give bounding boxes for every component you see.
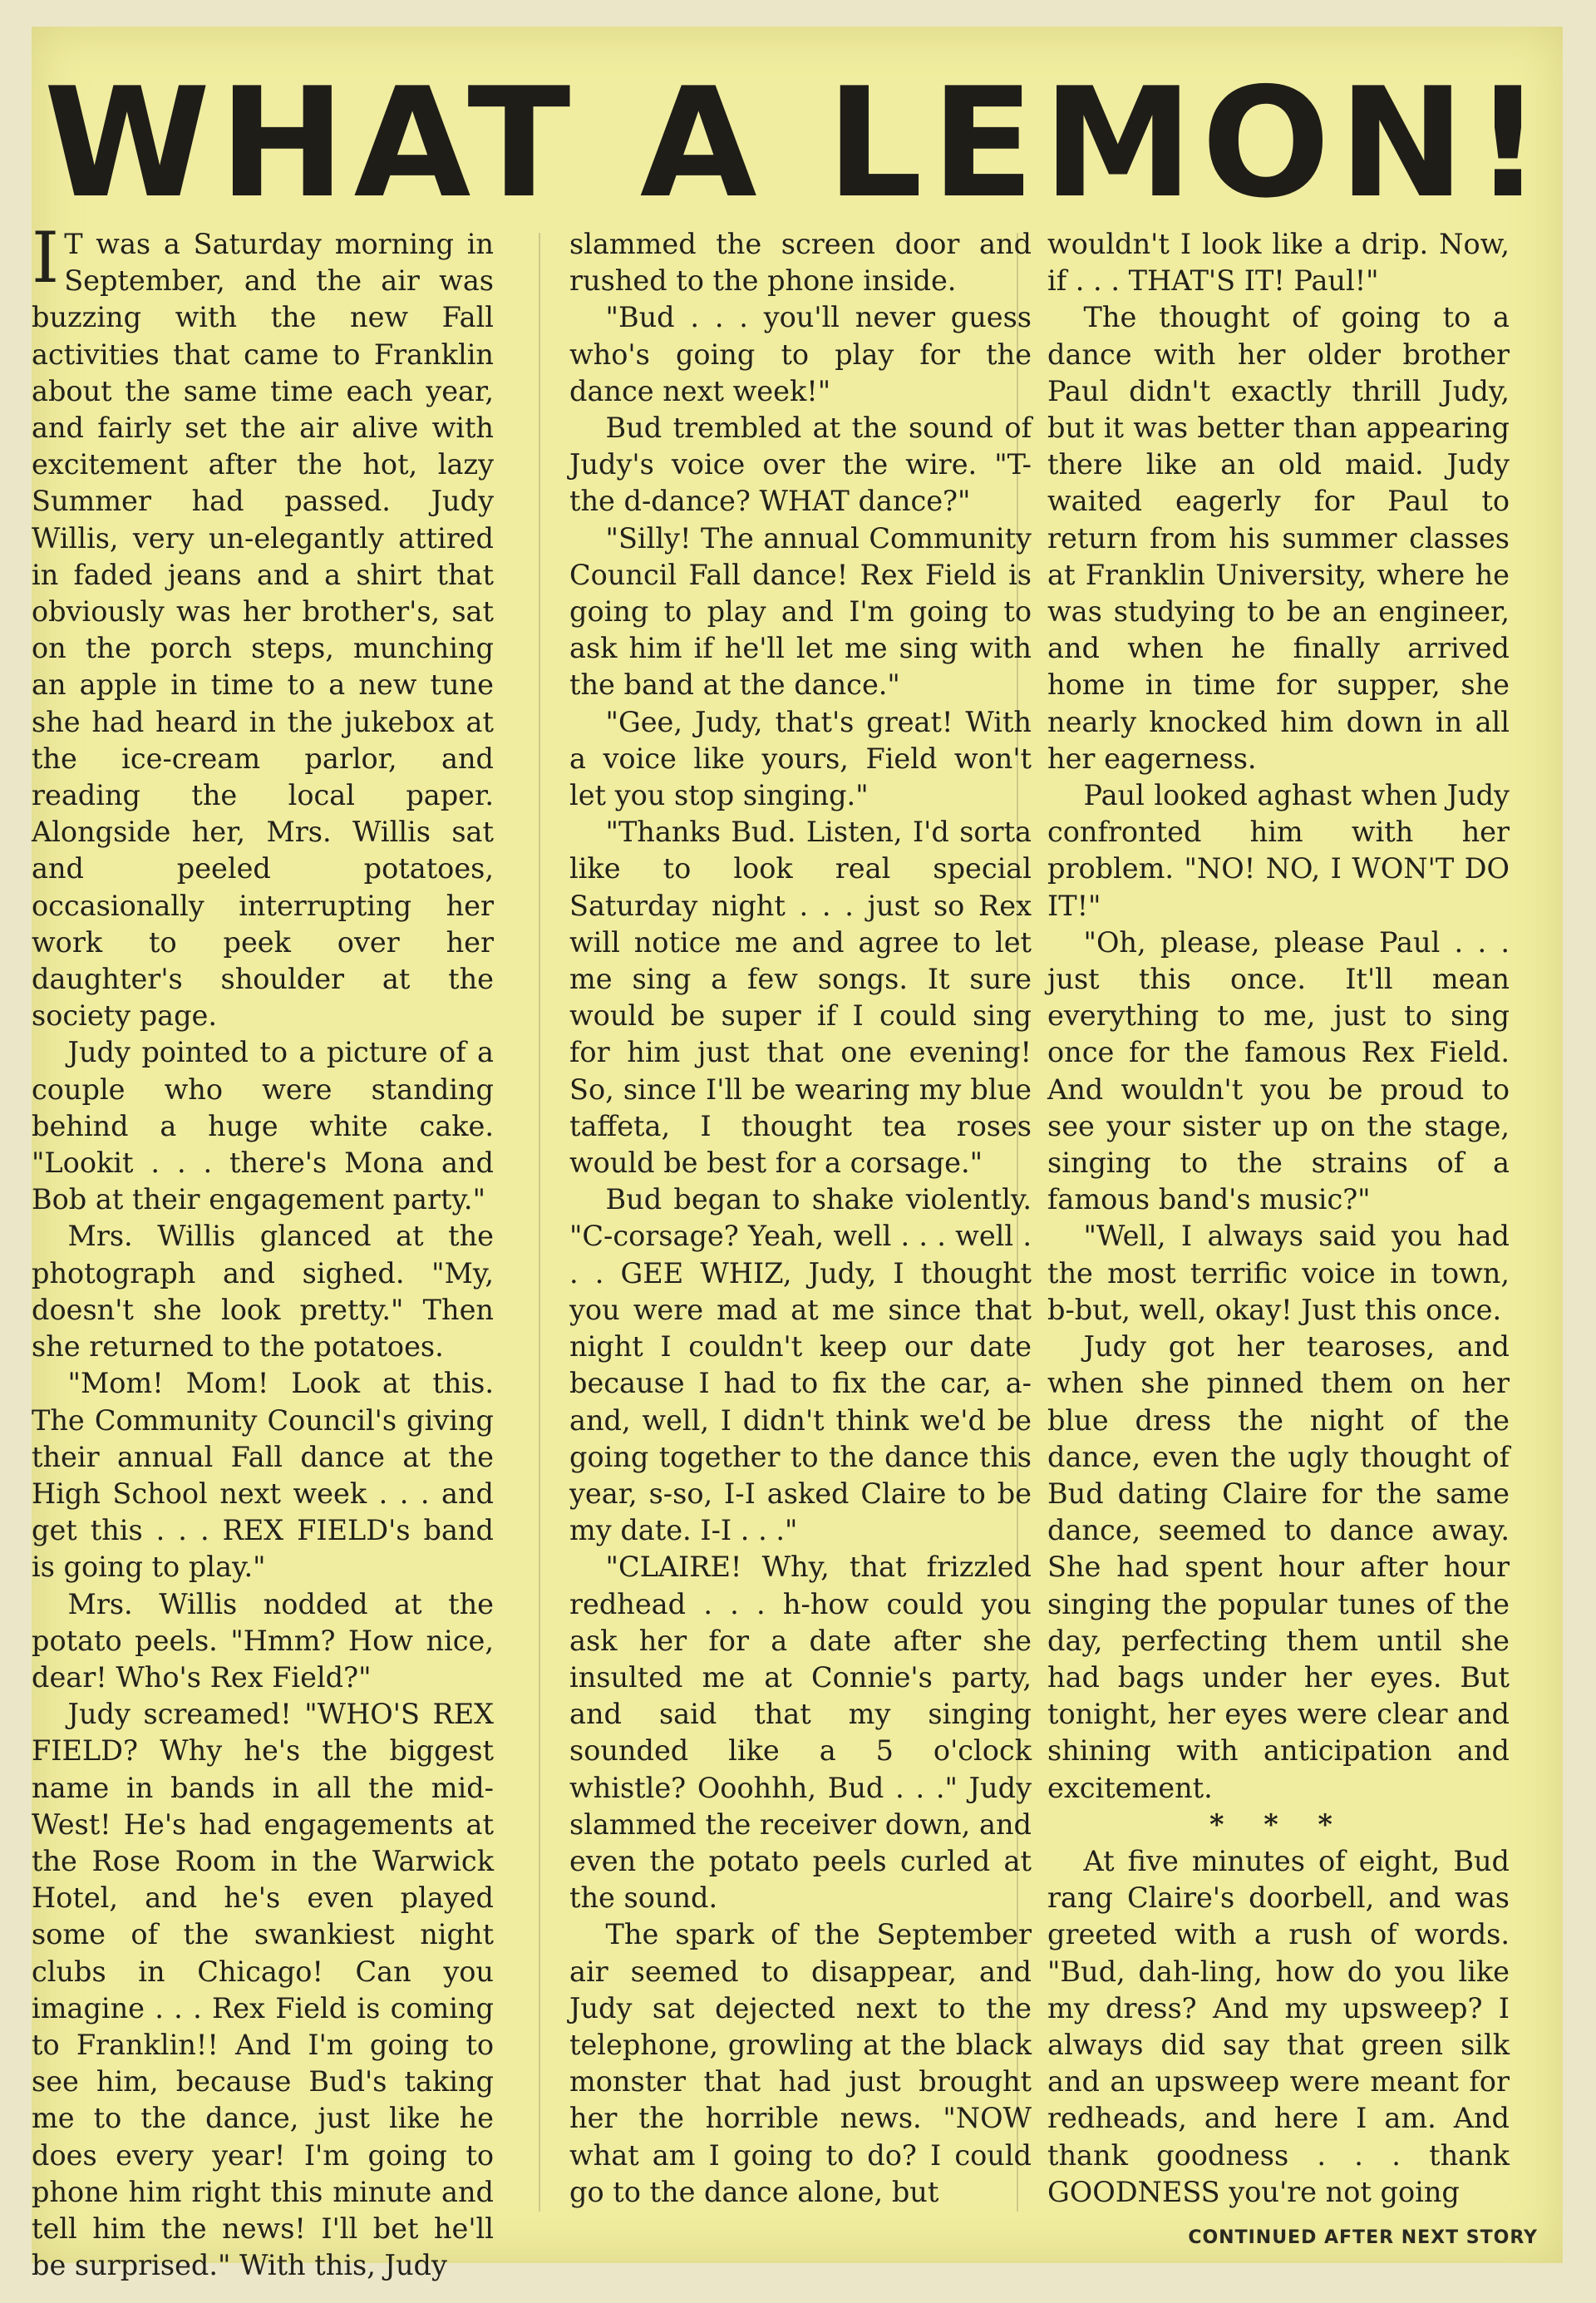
paragraph: "Silly! The annual Community Council Fall dance! Rex Field is going to play and I'm going to ask him if he'll let me sing with the band at the dance." [569,521,1032,702]
paragraph: wouldn't I look like a drip. Now, if . . . THAT'S IT! Paul!" [1047,228,1510,298]
section-break: * * * [1209,1807,1347,1841]
paragraph: slammed the screen door and rushed to the phone inside. [569,228,1032,298]
paragraph: "Gee, Judy, that's great! With a voice like yours, Field won't let you stop singing." [569,705,1032,812]
paragraph: The thought of going to a dance with her older brother Paul didn't exactly thrill Judy, but it was better than appearing there like an old maid. Judy waited eagerly for Paul to return from his summer classes at Franklin University, where he was studying to be an engineer, and when he finally arrived home in time for supper, she nearly knocked him down in all her eagerness. [1047,301,1510,775]
paragraph: At five minutes of eight, Bud rang Claire's doorbell, and was greeted with a rush of words. "Bud, dah-ling, how do you like my dress? And my upsweep? I always did say that green silk and an upsweep were meant for redheads, and here I am. And thank goodness . . . thank GOODNESS you're not going [1047,1844,1510,2208]
column-divider [539,233,540,2212]
story-column-2 [569,226,1032,2208]
story-column-1 [32,217,494,2282]
paragraph: Bud trembled at the sound of Judy's voice over the wire. "T-the d-dance? WHAT dance?" [569,412,1032,518]
continued-note: CONTINUED AFTER NEXT STORY [1188,2227,1538,2248]
paragraph: Bud began to shake violently. "C-corsage? Yeah, well . . . well . . . GEE WHIZ, Judy, I thought you were mad at me since that night I couldn't keep our date because I had to fix the car, a-and, well, I didn't think we'd be going together to the dance this year, s-so, I-I asked Claire to be my date. I-I . . ." [569,1183,1032,1547]
paragraph: "Well, I always said you had the most terrific voice in town, b-but, well, okay! Just this once. [1047,1220,1510,1326]
paragraph: "Mom! Mom! Look at this. The Community Council's giving their annual Fall dance at the High School next week . . . and get this . . . REX FIELD's band is going to play." [32,1367,494,1584]
paragraph: I T was a Saturday morning in September, and the air was buzzing with the new Fall activities that came to Franklin about the same time each year, and fairly set the air alive with excitement after the hot, lazy Summer had passed. Judy Willis, very un-elegantly attired in faded jeans and a shirt that obviously was her brother's, sat on the porch steps, munching an apple in time to a new tune she had heard in the jukebox at the ice-cream parlor, and reading the local paper. Alongside her, Mrs. Willis sat and peeled potatoes, occasionally interrupting her work to peek over her daughter's shoulder at the society page. [32,217,494,1033]
comic-page [32,27,1563,2282]
paragraph: Judy got her tearoses, and when she pinned them on her blue dress the night of the dance, even the ugly thought of Bud dating Claire for the same dance, seemed to dance away. She had spent hour after hour singing the popular tunes of the day, perfecting them until she had bags under her eyes. But tonight, her eyes were clear and shining with anticipation and excitement. [1047,1330,1510,1804]
paragraph: "Oh, please, please Paul . . . just this once. It'll mean everything to me, just to sing once for the famous Rex Field. And wouldn't you be proud to see your sister up on the stage, singing to the strains of a famous band's music?" [1047,925,1510,1216]
paragraph: "Bud . . . you'll never guess who's going to play for the dance next week!" [569,301,1032,407]
paragraph: Judy pointed to a picture of a couple who were standing behind a huge white cake. "Lookit . . . there's Mona and Bob at their engagement party." [32,1036,494,1216]
paragraph: "Thanks Bud. Listen, I'd sorta like to look real special Saturday night . . . just so Rex will notice me and agree to let me sing a few songs. It sure would be super if I could sing for him just that one evening! So, since I'll be wearing my blue taffeta, I thought tea roses would be best for a corsage." [569,816,1032,1180]
story-title: WHAT A LEMON! [43,55,1551,231]
paragraph: Paul looked aghast when Judy confronted him with her problem. "NO! NO, I WON'T DO IT!" [1047,779,1510,922]
drop-cap: I [32,217,60,298]
paragraph: The spark of the September air seemed to disappear, and Judy sat dejected next to the telephone, growling at the black monster that had just brought her the horrible news. "NOW what am I going to do? I could go to the dance alone, but [569,1918,1032,2208]
paragraph: Mrs. Willis glanced at the photograph and sighed. "My, doesn't she look pretty." Then she returned to the potatoes. [32,1220,494,1364]
paragraph: Judy screamed! "WHO'S REX FIELD? Why he's the biggest name in bands in all the mid-West! He's had engagements at the Rose Room in the Warwick Hotel, and he's even played some of the swankiest night clubs in Chicago! Can you imagine . . . Rex Field is coming to Franklin!! And I'm going to see him, because Bud's taking me to the dance, just like he does every year! I'm going to phone him right this minute and tell him the news! I'll bet he'll be surprised." With this, Judy [32,1698,494,2282]
story-column-3 [1047,226,1510,2208]
paragraph: "CLAIRE! Why, that frizzled redhead . . . h-how could you ask her for a date after she insulted me at Connie's party, and said that my singing sounded like a 5 o'clock whistle? Ooohhh, Bud . . ." Judy slammed the receiver down, and even the potato peels curled at the sound. [569,1551,1032,1915]
paragraph: Mrs. Willis nodded at the potato peels. "Hmm? How nice, dear! Who's Rex Field?" [32,1587,494,1694]
